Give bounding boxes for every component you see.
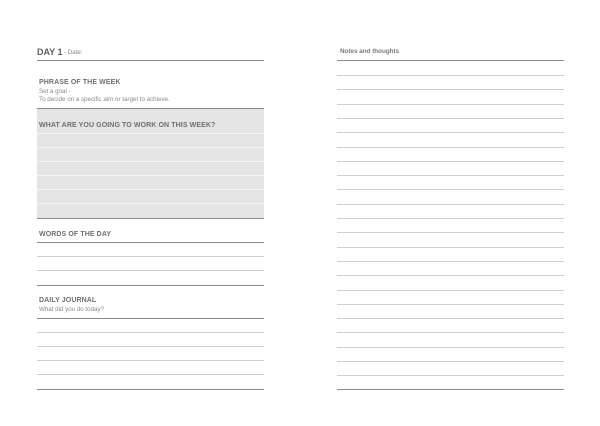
work-line[interactable] bbox=[37, 161, 264, 162]
journal-bottom-rule bbox=[37, 389, 264, 390]
phrase-of-week-heading: PHRASE OF THE WEEK bbox=[39, 79, 121, 86]
notes-line[interactable] bbox=[337, 89, 564, 90]
work-line[interactable] bbox=[37, 189, 264, 190]
notes-bottom-rule bbox=[337, 389, 564, 390]
date-underline bbox=[37, 60, 264, 61]
journal-rule bbox=[37, 318, 264, 319]
notes-line[interactable] bbox=[337, 347, 564, 348]
journal-prompt: What did you do today? bbox=[39, 306, 105, 313]
journal-line[interactable] bbox=[37, 360, 264, 361]
notes-line[interactable] bbox=[337, 204, 564, 205]
journal-line[interactable] bbox=[37, 346, 264, 347]
notes-line[interactable] bbox=[337, 290, 564, 291]
daily-journal-heading: DAILY JOURNAL bbox=[39, 297, 97, 304]
journal-line[interactable] bbox=[37, 374, 264, 375]
work-line[interactable] bbox=[37, 133, 264, 134]
notes-line[interactable] bbox=[337, 175, 564, 176]
words-line[interactable] bbox=[37, 256, 264, 257]
notes-line[interactable] bbox=[337, 147, 564, 148]
notes-line[interactable] bbox=[337, 232, 564, 233]
notes-heading: Notes and thoughts bbox=[340, 48, 400, 55]
date-label: - Date: bbox=[64, 49, 83, 56]
notes-line[interactable] bbox=[337, 132, 564, 133]
notes-line[interactable] bbox=[337, 332, 564, 333]
notes-line[interactable] bbox=[337, 104, 564, 105]
notes-line[interactable] bbox=[337, 375, 564, 376]
work-box-bottom-rule bbox=[37, 218, 264, 219]
words-line[interactable] bbox=[37, 270, 264, 271]
notes-line[interactable] bbox=[337, 75, 564, 76]
notes-line[interactable] bbox=[337, 161, 564, 162]
journal-line[interactable] bbox=[37, 332, 264, 333]
phrase-definition: To decide on a specific aim or target to achieve. bbox=[39, 96, 170, 103]
work-line[interactable] bbox=[37, 147, 264, 148]
day-title: DAY 1 bbox=[37, 47, 63, 57]
notes-line[interactable] bbox=[337, 275, 564, 276]
work-on-this-week-heading: WHAT ARE YOU GOING TO WORK ON THIS WEEK? bbox=[39, 122, 216, 129]
work-line[interactable] bbox=[37, 203, 264, 204]
words-rule bbox=[37, 242, 264, 243]
notes-line[interactable] bbox=[337, 261, 564, 262]
notes-line[interactable] bbox=[337, 247, 564, 248]
words-of-day-heading: WORDS OF THE DAY bbox=[39, 231, 112, 238]
phrase-text: Set a goal - bbox=[39, 88, 71, 95]
notes-line[interactable] bbox=[337, 189, 564, 190]
notes-line[interactable] bbox=[337, 118, 564, 119]
notes-line[interactable] bbox=[337, 218, 564, 219]
notes-line[interactable] bbox=[337, 361, 564, 362]
notes-line[interactable] bbox=[337, 304, 564, 305]
work-box-top-rule bbox=[37, 108, 264, 109]
words-bottom-rule bbox=[37, 285, 264, 286]
notes-top-rule bbox=[337, 60, 564, 61]
work-line[interactable] bbox=[37, 175, 264, 176]
notes-line[interactable] bbox=[337, 318, 564, 319]
